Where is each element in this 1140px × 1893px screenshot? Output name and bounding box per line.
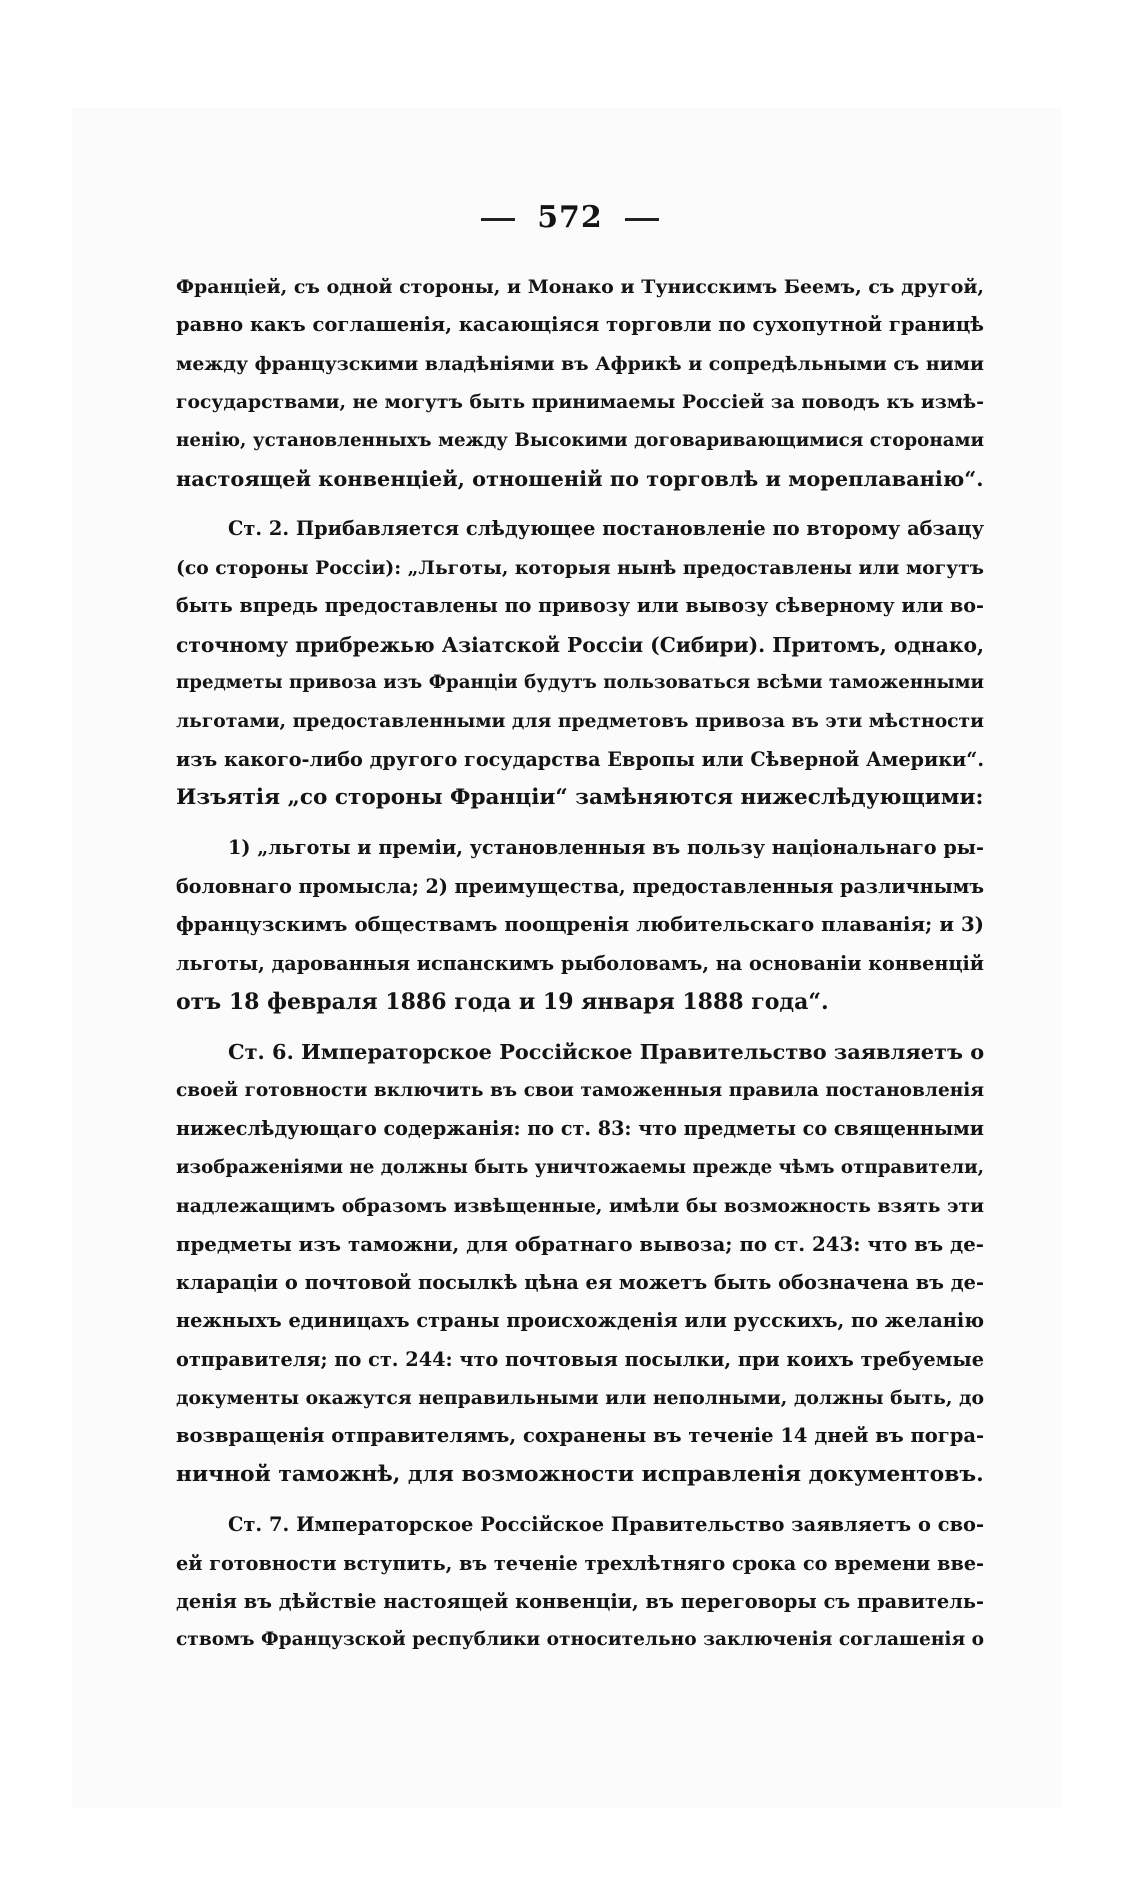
text-line: между французскими владѣніями въ Африкѣ и сопредѣльными съ ними <box>176 352 984 375</box>
text-line: нижеслѣдующаго содержанія: по ст. 83: что предметы со священными <box>176 1117 984 1141</box>
text-line: Изъятія „со стороны Франціи“ замѣняются нижеслѣдующими: <box>176 785 984 811</box>
text-line: боловнаго промысла; 2) преимущества, предоставленныя различнымъ <box>176 874 984 898</box>
text-line: возвращенія отправителямъ, сохранены въ теченіе 14 дней въ погра- <box>176 1424 985 1448</box>
paragraph-article-6 <box>176 1033 984 1494</box>
text-line: предметы изъ таможни, для обратнаго вывоза; по ст. 243: что въ де- <box>176 1232 984 1257</box>
text-line: отправителя; по ст. 244: что почтовыя посылки, при коихъ требуемые <box>176 1347 984 1371</box>
body-text <box>176 268 984 1660</box>
text-line: Франціей, съ одной стороны, и Монако и Тунисскимъ Беемъ, съ другой, <box>176 276 984 298</box>
text-line: ненію, установленныхъ между Высокими договаривающимися сторонами <box>176 429 984 451</box>
header-dash-left <box>481 218 515 221</box>
text-line: отъ 18 февраля 1886 года и 19 января 1888 года“. <box>176 989 829 1016</box>
text-line: льготами, предоставленными для предметовъ привоза въ эти мѣстности <box>176 710 984 733</box>
paragraph-gap <box>176 1021 984 1033</box>
text-line: Ст. 7. Императорское Россійское Правительство заявляетъ о сво- <box>228 1513 984 1537</box>
text-line: документы окажутся неправильными или неполными, должны быть, до <box>176 1386 984 1409</box>
paragraph-exceptions-list <box>176 829 984 1021</box>
text-line: настоящей конвенціей, отношеній по торговлѣ и мореплаванію“. <box>176 465 984 491</box>
text-line: Ст. 6. Императорское Россійское Правительство заявляетъ о <box>228 1039 985 1065</box>
text-line: клараціи о почтовой посылкѣ цѣна ея можетъ быть обозначена въ де- <box>176 1270 984 1294</box>
text-line: сточному прибрежью Азіатской Россіи (Сибири). Притомъ, однако, <box>176 632 984 657</box>
text-line: нежныхъ единицахъ страны происхожденія или русскихъ, по желанію <box>176 1309 984 1333</box>
text-line: Ст. 2. Прибавляется слѣдующее постановленіе по второму абзацу <box>228 517 984 541</box>
paragraph-gap <box>176 498 984 510</box>
text-line: французскимъ обществамъ поощренія любительскаго плаванія; и 3) <box>176 913 984 937</box>
header-dash-right <box>625 218 659 221</box>
text-line: предметы привоза изъ Франціи будутъ пользоваться всѣми таможенными <box>176 671 984 693</box>
paragraph-article-2 <box>176 510 984 817</box>
text-line: 1) „льготы и преміи, установленныя въ пользу національнаго ры- <box>228 836 984 860</box>
text-line: изъ какого-либо другого государства Европы или Сѣверной Америки“. <box>176 747 984 771</box>
text-line: денія въ дѣйствіе настоящей конвенціи, въ переговоры съ правитель- <box>176 1589 984 1613</box>
text-line: ей готовности вступить, въ теченіе трехлѣтняго срока со времени вве- <box>176 1551 984 1575</box>
text-line: равно какъ соглашенія, касающіяся торговли по сухопутной границѣ <box>176 313 984 337</box>
page-number: 572 <box>537 200 603 235</box>
text-line: льготы, дарованныя испанскимъ рыболовамъ, на основаніи конвенцій <box>176 951 984 975</box>
paragraph-gap <box>176 817 984 829</box>
text-line: государствами, не могутъ быть принимаемы Россіей за поводъ къ измѣ- <box>176 391 984 414</box>
text-line: изображеніями не должны быть уничтожаемы прежде чѣмъ отправители, <box>176 1156 984 1178</box>
text-line: быть впредь предоставлены по привозу или вывозу сѣверному или во- <box>176 594 984 618</box>
text-line: своей готовности включить въ свои таможенныя правила постановленія <box>176 1079 984 1101</box>
paragraph-gap <box>176 1494 984 1506</box>
paragraph-continuation <box>176 268 984 498</box>
text-line: ничной таможнѣ, для возможности исправленія документовъ. <box>176 1461 984 1487</box>
text-line: ствомъ Французской республики относительно заключенія соглашенія о <box>176 1629 985 1651</box>
paragraph-article-7 <box>176 1506 984 1660</box>
text-line: надлежащимъ образомъ извѣщенные, имѣли бы возможность взять эти <box>176 1194 984 1217</box>
page-header <box>0 200 1140 235</box>
text-line: (со стороны Россіи): „Льготы, которыя нынѣ предоставлены или могутъ <box>176 556 984 579</box>
